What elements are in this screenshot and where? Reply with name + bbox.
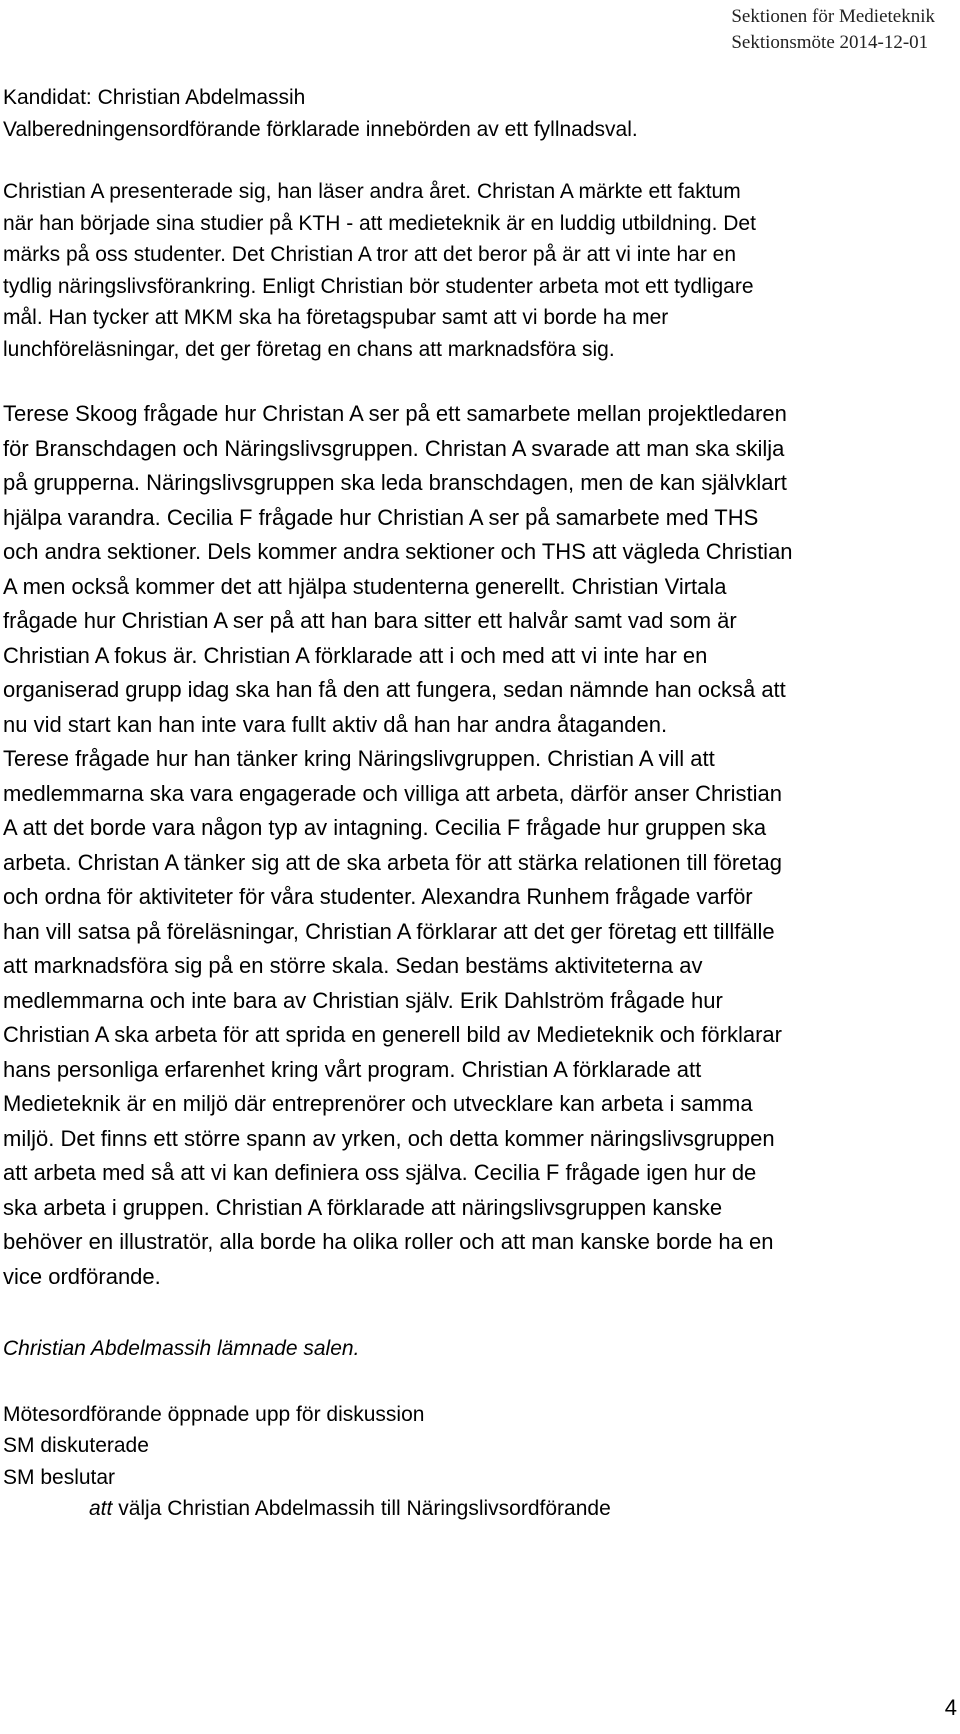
decision-statement [3,1493,948,1525]
page-header [731,4,935,56]
text-line: SM diskuterade [3,1434,149,1457]
text-line: på grupperna. Näringslivsgruppen ska leda branschdagen, men de kan självklart [3,470,787,495]
text-line: lunchföreläsningar, det ger företag en chans att marknadsföra sig. [3,337,615,361]
text-line: Christian A presenterade sig, han läser andra året. Christan A märkte ett faktum [3,180,741,203]
text-line: medlemmarna ska vara engagerade och villiga att arbeta, därför anser Christian [3,780,782,806]
text-line: märks på oss studenter. Det Christian A tror att det beror på är att vi inte har en [3,243,737,266]
text-line: medlemmarna och inte bara av Christian själv. Erik Dahlström frågade hur [3,987,723,1013]
questions-paragraph [3,397,948,1294]
text-line: och andra sektioner. Dels kommer andra sektioner och THS att vägleda Christian [3,539,793,564]
text-line: för Branschdagen och Näringslivsgruppen. Christan A svarade att man ska skilja [3,435,785,461]
text-line: vice ordförande. [3,1263,161,1289]
header-section-name: Sektionen för Medieteknik [731,6,935,27]
intro-paragraph [3,82,948,145]
page-number: 4 [944,1695,957,1720]
text-line: och ordna för aktiviteter för våra studenter. Alexandra Runhem frågade varför [3,884,753,909]
text-line: Terese frågade hur han tänker kring Näringslivgruppen. Christian A vill att [3,746,715,771]
text-line: SM beslutar [3,1465,116,1489]
text-line: han vill satsa på föreläsningar, Christian A förklarar att det ger företag ett tillfälle [3,918,775,944]
document-body [3,82,948,1525]
text-line: att marknadsföra sig på en större skala. Sedan bestäms aktiviteterna av [3,953,703,978]
text-line: Mötesordförande öppnade upp för diskussion [3,1402,425,1426]
text-line: frågade hur Christian A ser på att han bara sitter ett halvår samt vad som är [3,608,737,633]
text-line: Christian A fokus är. Christian A förklarade att i och med att vi inte har en [3,642,708,668]
text-line: nu vid start kan han inte vara fullt aktiv då han har andra åtaganden. [3,711,668,737]
text-line: Valberedningensordförande förklarade innebörden av ett fyllnadsval. [3,117,638,141]
text-line: hjälpa varandra. Cecilia F frågade hur Christian A ser på samarbete med THS [3,504,759,530]
decision-text: välja Christian Abdelmassih till Näringslivsordförande [112,1497,611,1520]
text-line: Christian A ska arbeta för att sprida en generell bild av Medieteknik och förklarar [3,1022,782,1047]
header-meeting-date: Sektionsmöte 2014-12-01 [731,32,929,53]
text-line: A men också kommer det att hjälpa studenterna generellt. Christian Virtala [3,573,727,599]
text-line: när han började sina studier på KTH - att medieteknik är en luddig utbildning. Det [3,211,756,235]
text-line: hans personliga erfarenhet kring vårt program. Christian A förklarade att [3,1056,702,1082]
candidate-left-note: Christian Abdelmassih lämnade salen. [3,1337,360,1360]
text-line: A att det borde vara någon typ av intagning. Cecilia F frågade hur gruppen ska [3,815,767,840]
text-line: organiserad grupp idag ska han få den att fungera, sedan nämnde han också att [3,677,786,702]
att-keyword: att [89,1497,113,1520]
text-line: att arbeta med så att vi kan definiera oss själva. Cecilia F frågade igen hur de [3,1160,757,1185]
text-line: Medieteknik är en miljö där entreprenörer och utvecklare kan arbeta i samma [3,1091,753,1116]
presentation-paragraph [3,176,948,365]
text-line: mål. Han tycker att MKM ska ha företagspubar samt att vi borde ha mer [3,306,669,329]
text-line: tydlig näringslivsförankring. Enligt Christian bör studenter arbeta mot ett tydligare [3,274,754,298]
decision-section [3,1399,948,1525]
text-line: behöver en illustratör, alla borde ha olika roller och att man kanske borde ha en [3,1229,774,1254]
text-line: miljö. Det finns ett större spann av yrken, och detta kommer näringslivsgruppen [3,1125,775,1151]
text-line: Kandidat: Christian Abdelmassih [3,86,306,109]
text-line: arbeta. Christan A tänker sig att de ska arbeta för att stärka relationen till företag [3,849,782,875]
text-line: Terese Skoog frågade hur Christan A ser på ett samarbete mellan projektledaren [3,401,787,426]
text-line: ska arbeta i gruppen. Christian A förklarade att näringslivsgruppen kanske [3,1194,723,1220]
